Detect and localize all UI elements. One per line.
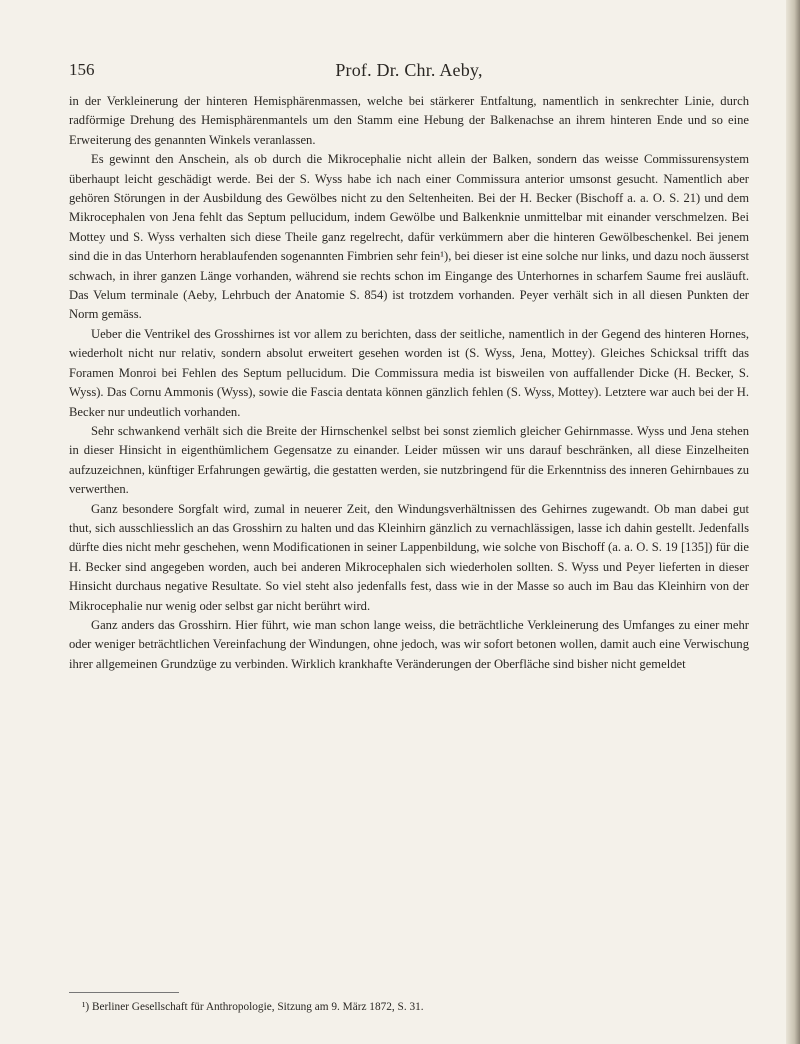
paragraph-1: in der Verkleinerung der hinteren Hemisphärenmassen, welche bei stärkerer Entfaltung, namentlich in senkrechter Linie, durch radförmige Drehung des Hemisphärenmantels um den Stamm eine Hebung der Balkenachse an ihrem hinteren Ende und so eine Erweiterung des genannten Winkels veranlassen. xyxy=(69,94,749,147)
paragraph-5: Ganz besondere Sorgfalt wird, zumal in neuerer Zeit, den Windungsverhältnissen des Gehirnes zugewandt. Ob man dabei gut thut, sich ausschliesslich an das Grosshirn zu halten und das Kleinhirn gänzlich zu vernachlässigen, lasse ich dahin gestellt. Jedenfalls dürfte dies nicht mehr geschehen, wenn Modificationen in seiner Lappenbildung, wie solche von Bischoff (a. a. O. S. 19 [135]) für die H. Becker sind angegeben worden, auch bei anderen Mikrocephalen sich wiederholen sollten. S. Wyss und Peyer lieferten in dieser Hinsicht durchaus negative Resultate. So viel steht also jedenfalls fest, dass wie in der Masse so auch im Bau das Kleinhirn von der Mikrocephalie nur wenig oder selbst gar nicht berührt wird. xyxy=(69,501,749,613)
paragraph-6: Ganz anders das Grosshirn. Hier führt, wie man schon lange weiss, die beträchtliche Verkleinerung des Umfanges zu einer mehr oder weniger beträchtlichen Vereinfachung der Windungen, ohne jedoch, was wir sofort betonen wollen, damit auch eine Verwischung ihrer allgemeinen Grundzüge zu verbinden. Wirklich krankhafte Veränderungen der Oberfläche sind bisher nicht gemeldet xyxy=(69,617,749,671)
page-number: 156 xyxy=(69,60,95,79)
page-header xyxy=(69,60,749,84)
footnote-divider xyxy=(69,992,179,993)
running-head: Prof. Dr. Chr. Aeby, xyxy=(335,60,483,80)
footnote: ¹) Berliner Gesellschaft für Anthropologie, Sitzung am 9. März 1872, S. 31. xyxy=(82,1001,424,1013)
paragraph-4: Sehr schwankend verhält sich die Breite der Hirnschenkel selbst bei sonst ziemlich gleicher Gehirnmasse. Wyss und Jena stehen in dieser Hinsicht in eigenthümlichem Gegensatze zu einander. Leider müssen wir uns darauf beschränken, all diese Einzelheiten aufzuzeichnen, künftiger Erfahrungen gewärtig, die gestatten werden, sie nutzbringend für die Erkenntniss des inneren Gehirnbaues zu verwerthen. xyxy=(69,423,749,497)
paragraph-3: Ueber die Ventrikel des Grosshirnes ist vor allem zu berichten, dass der seitliche, namentlich in der Gegend des hinteren Hornes, wiederholt nicht nur relativ, sondern absolut erweitert gesehen worden ist (S. Wyss, Jena, Mottey). Gleiches Schicksal trifft das Foramen Monroi bei Fehlen des Septum pellucidum. Die Commissura media ist bisweilen von auffallender Dicke (H. Becker, S. Wyss). Das Cornu Ammonis (Wyss), sowie die Fascia dentata können gänzlich fehlen (S. Wyss, Mottey). Letztere war auch bei der H. Becker nur undeutlich vorhanden. xyxy=(69,326,749,419)
body-text xyxy=(69,92,749,674)
paragraph-2: Es gewinnt den Anschein, als ob durch die Mikrocephalie nicht allein der Balken, sondern das weisse Commissurensystem überhaupt leicht geschädigt werde. Bei der S. Wyss habe ich nach einer Commissura anterior umsonst gesucht. Namentlich aber gehören Störungen in der Ausbildung des Gewölbes nicht zu den Seltenheiten. Bei der H. Becker (Bischoff a. a. O. S. 21) und dem Mikrocephalen von Jena fehlt das Septum pellucidum, indem Gewölbe und Balkenknie unmittelbar mit einander verschmelzen. Bei Mottey und S. Wyss verhalten sich diese Theile ganz regelrecht, dafür verkümmern aber die hinteren Gewölbeschenkel. Bei jenem sind die in das Unterhorn herablaufenden sogenannten Fimbrien sehr fein¹), bei dieser ist eine solche nur links, und dazu noch äusserst schwach, in ihrer ganzen Länge vorhanden, während sie rechts schon im Eingange des Unterhornes in scharfem Saume frei ausläuft. Das Velum terminale (Aeby, Lehrbuch der Anatomie S. 854) ist trotzdem vorhanden. Peyer verhält sich in all diesen Punkten der Norm gemäss. xyxy=(69,152,749,322)
page-edge-shadow xyxy=(786,0,800,1044)
